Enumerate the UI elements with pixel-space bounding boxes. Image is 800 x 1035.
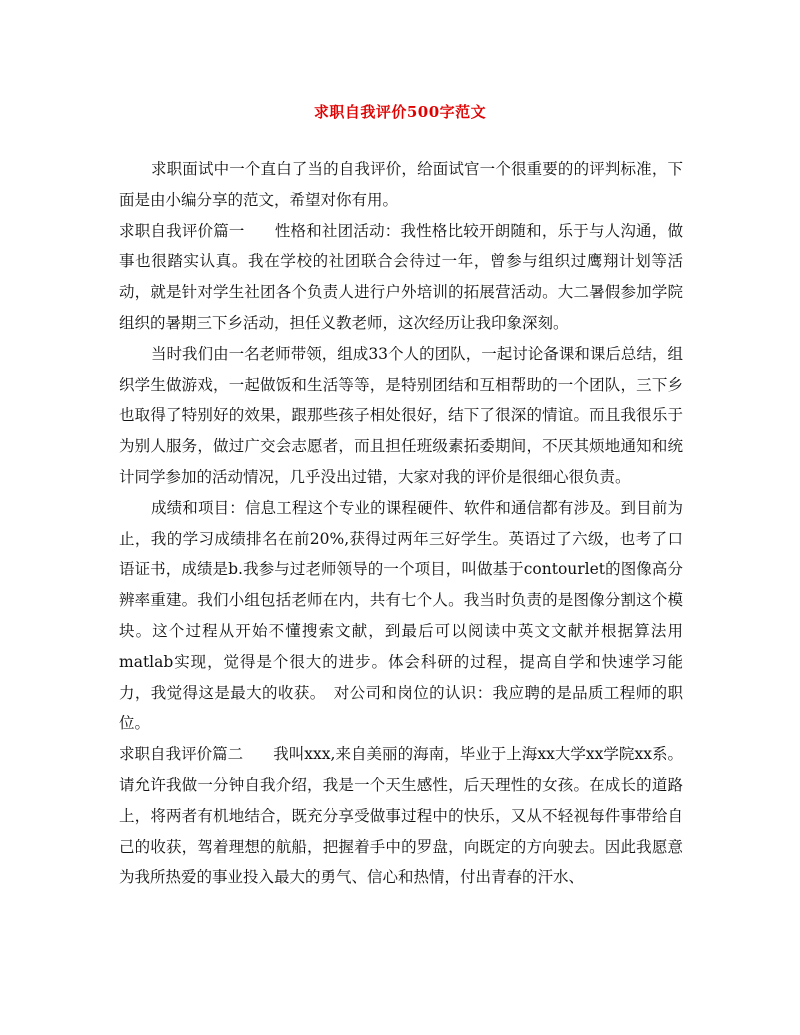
document-title: 求职自我评价500字范文 xyxy=(313,103,487,121)
section1-paragraph-2: 当时我们由一名老师带领，组成33个人的团队，一起讨论备课和课后总结，组织学生做游戏，一起做饭和生活等等，是特别团结和互相帮助的一个团队，三下乡也取得了特别好的效果，跟那些孩子相处很好，结下了很深的情谊。而且我很乐于为别人服务，做过广交会志愿者，而且担任班级素拓委期间，不厌其烦地通知和统计同学参加的活动情况，几乎没出过错，大家对我的评价是很细心很负责。 xyxy=(119,344,683,486)
section1-heading: 求职自我评价篇一 xyxy=(119,221,245,240)
document-body xyxy=(119,154,683,893)
section2-paragraph-1 xyxy=(119,739,683,893)
section2-text-1: 我叫xxx,来自美丽的海南，毕业于上海xx大学xx学院xx系。请允许我做一分钟自我介绍，我是一个天生感性，后天理性的女孩。在成长的道路上，将两者有机地结合，既充分享受做事过程中的快乐，又从不轻视每件事带给自己的收获，驾着理想的航船，把握着手中的罗盘，向既定的方向驶去。因此我愿意为我所热爱的事业投入最大的勇气、信心和热情，付出青春的汗水、 xyxy=(119,745,683,887)
intro-paragraph: 求职面试中一个直白了当的自我评价，给面试官一个很重要的的评判标准，下面是由小编分享的范文，希望对你有用。 xyxy=(119,160,683,209)
section2-heading: 求职自我评价篇二 xyxy=(119,745,244,764)
section1-text-1: 性格和社团活动：我性格比较开朗随和，乐于与人沟通，做事也很踏实认真。我在学校的社团联合会待过一年，曾参与组织过鹰翔计划等活动，就是针对学生社团各个负责人进行户外培训的拓展营活动。大二暑假参加学院组织的暑期三下乡活动，担任义教老师，这次经历让我印象深刻。 xyxy=(119,221,683,332)
section1-paragraph-3: 成绩和项目：信息工程这个专业的课程硬件、软件和通信都有涉及。到目前为止，我的学习成绩排名在前20%,获得过两年三好学生。英语过了六级，也考了口语证书，成绩是b.我参与过老师领导的一个项目，叫做基于contourlet的图像高分辨率重建。我们小组包括老师在内，共有七个人。我当时负责的是图像分割这个模块。这个过程从开始不懂搜索文献，到最后可以阅读中英文文献并根据算法用matlab实现，觉得是个很大的进步。体会科研的过程，提高自学和快速学习能力，我觉得这是最大的收获。 对公司和岗位的认识：我应聘的是品质工程师的职位。 xyxy=(119,498,683,733)
section1-paragraph-1 xyxy=(119,216,683,339)
